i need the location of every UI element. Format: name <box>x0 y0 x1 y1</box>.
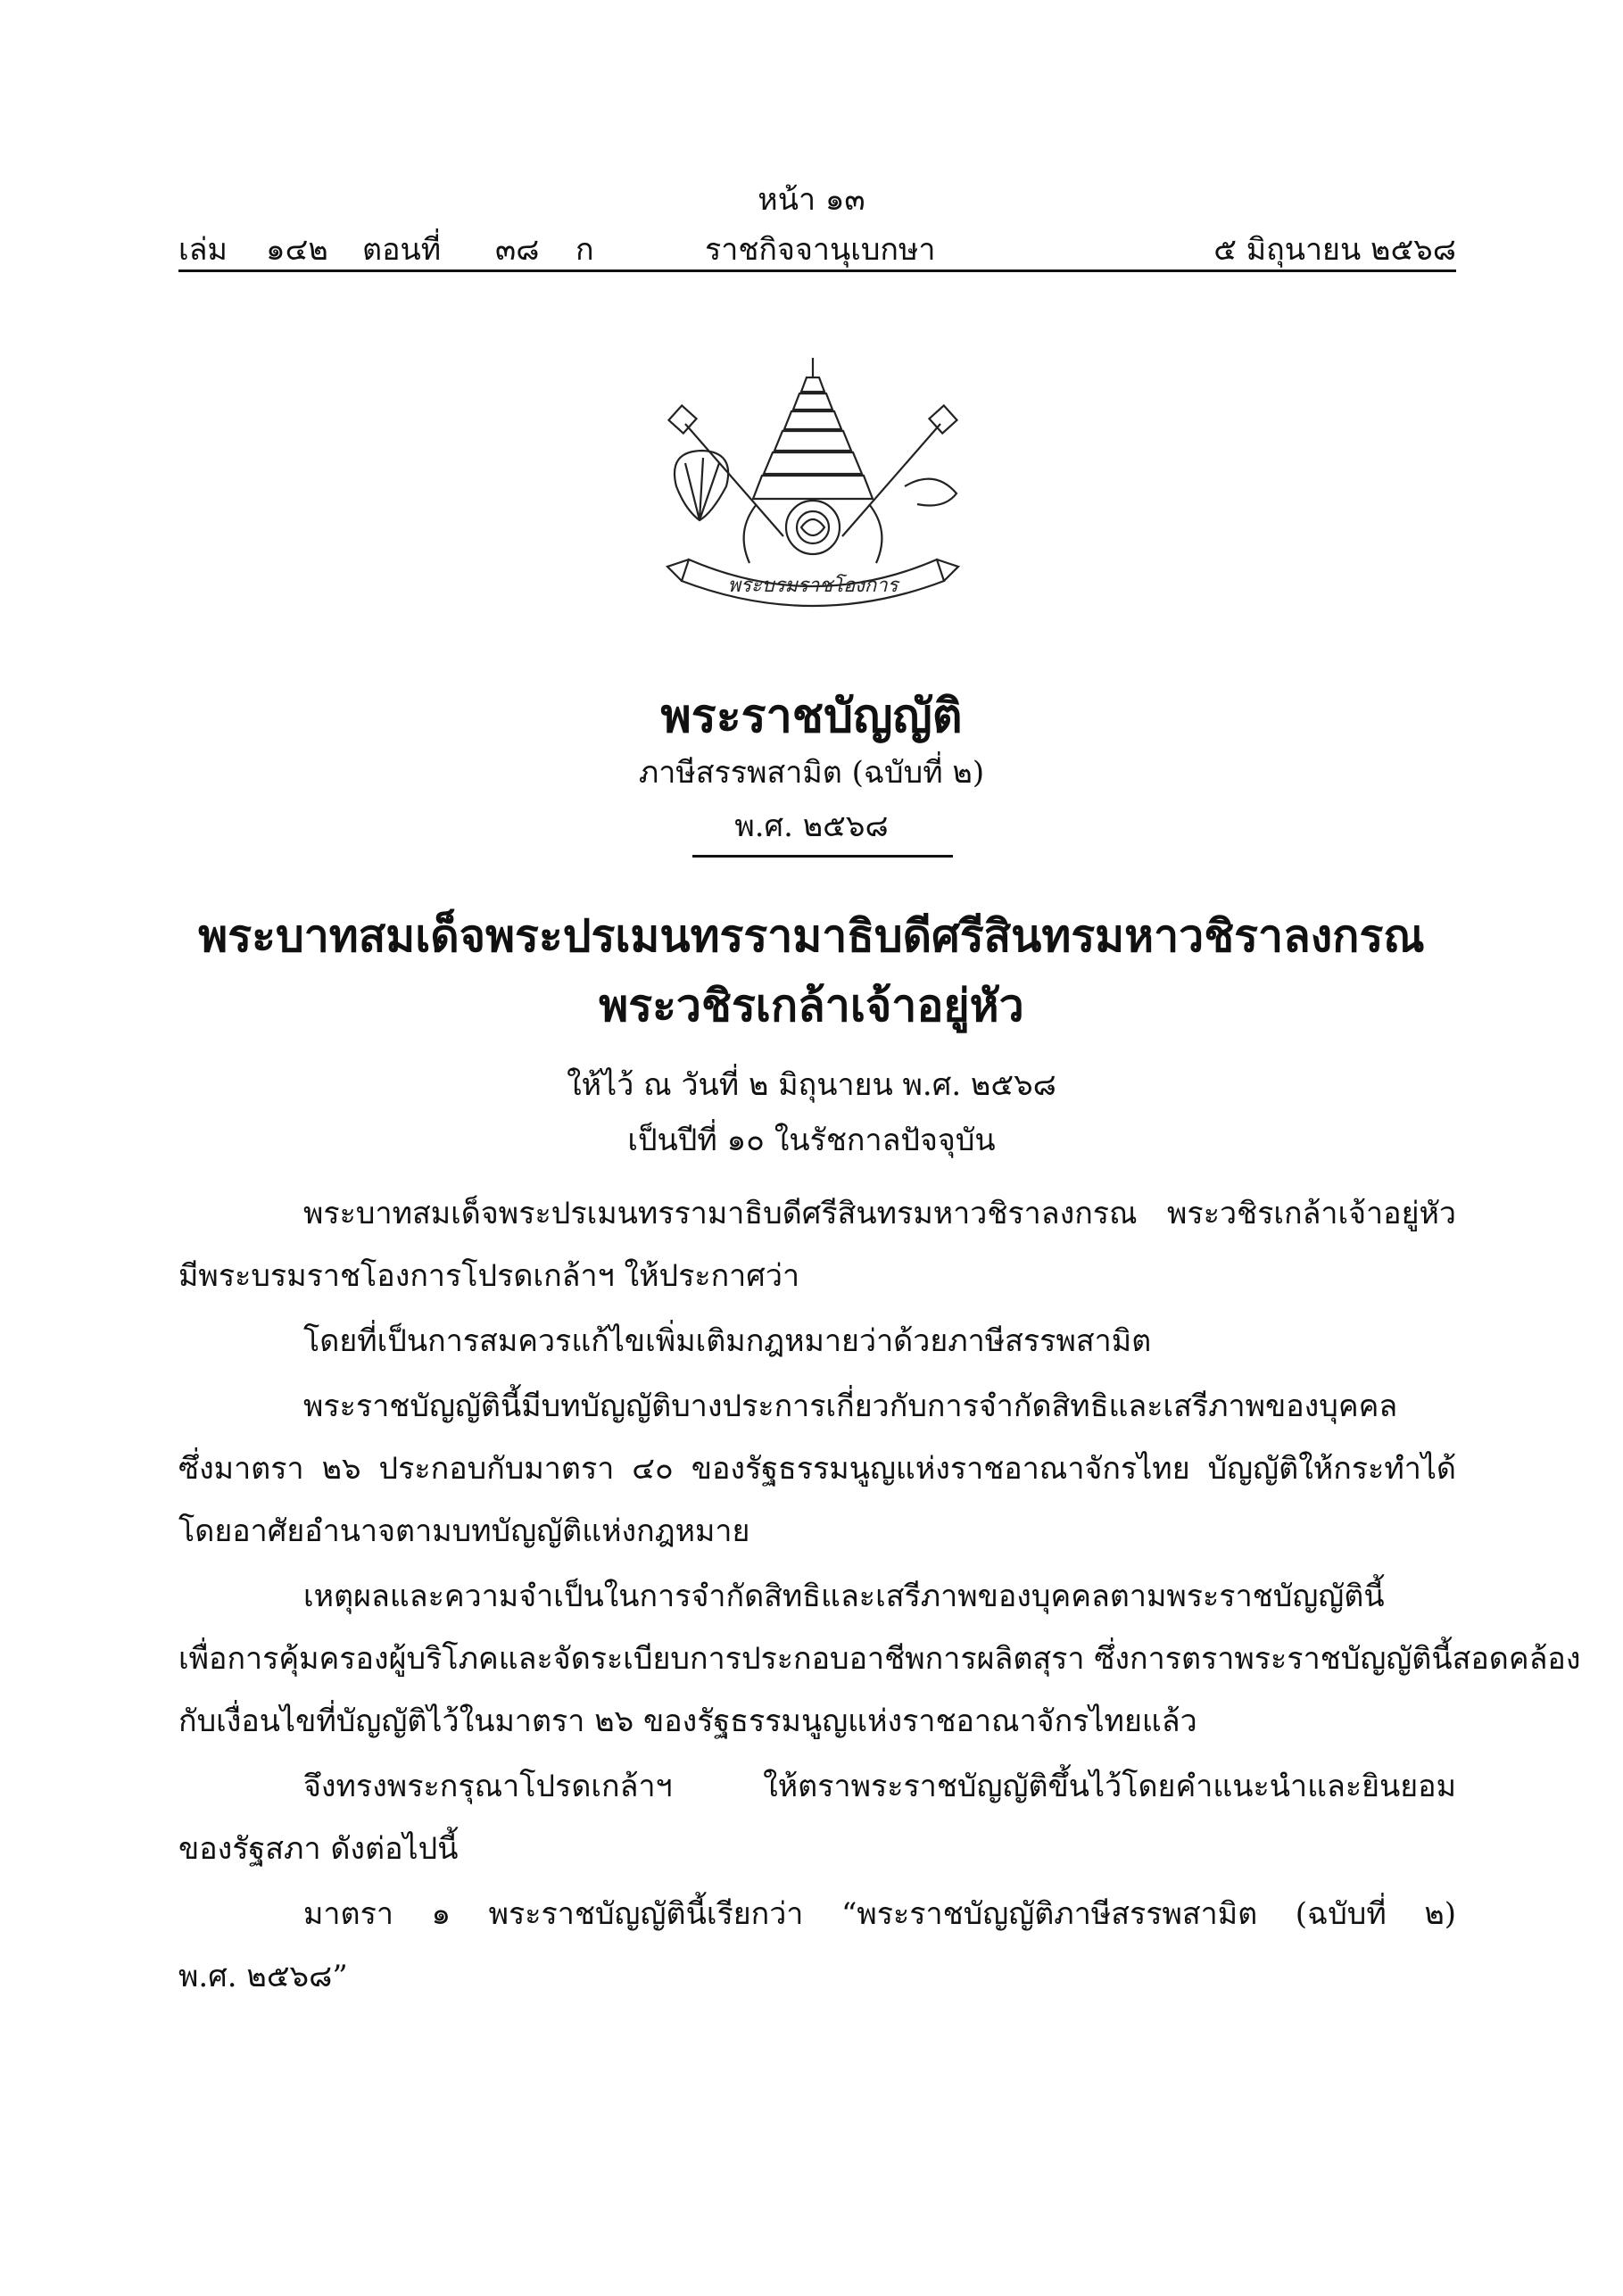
issue-label: ตอนที่ <box>362 232 442 268</box>
paragraph-line: จึงทรงพระกรุณาโปรดเกล้าฯ ให้ตราพระราชบัญญัติขึ้นไว้โดยคำแนะนำและยินยอม <box>303 1769 1456 1804</box>
act-name: ภาษีสรรพสามิต (ฉบับที่ ๒) <box>638 755 985 791</box>
paragraph-line: กับเงื่อนไขที่บัญญัติไว้ในมาตรา ๒๖ ของรัฐธรรมนูญแห่งราชอาณาจักรไทยแล้ว <box>178 1703 1197 1739</box>
header-divider <box>178 269 1456 272</box>
king-name-line-2: พระวชิรเกล้าเจ้าอยู่หัว <box>599 979 1024 1032</box>
king-name-line-1: พระบาทสมเด็จพระปรเมนทรรามาธิบดีศรีสินทรมหาวชิราลงกรณ <box>198 909 1425 962</box>
svg-text:พระบรมราชโองการ: พระบรมราชโองการ <box>727 575 898 597</box>
section-1-line: พ.ศ. ๒๕๖๘” <box>178 1959 348 1994</box>
gazette-header <box>178 225 1456 266</box>
paragraph-line: พระราชบัญญัตินี้มีบทบัญญัติบางประการเกี่ยวกับการจำกัดสิทธิและเสรีภาพของบุคคล <box>303 1388 1398 1424</box>
paragraph-line: ซึ่งมาตรา ๒๖ ประกอบกับมาตรา ๔๐ ของรัฐธรรมนูญแห่งราชอาณาจักรไทย บัญญัติให้กระทำได้ <box>178 1451 1456 1487</box>
reign-year: เป็นปีที่ ๑๐ ในรัชกาลปัจจุบัน <box>627 1123 996 1158</box>
section-1-line: มาตรา ๑ พระราชบัญญัตินี้เรียกว่า “พระราชบัญญัติภาษีสรรพสามิต (ฉบับที่ ๒) <box>303 1896 1456 1932</box>
section-letter: ก <box>576 232 594 268</box>
paragraph-line: พระบาทสมเด็จพระปรเมนทรรามาธิบดีศรีสินทรมหาวชิราลงกรณ พระวชิรเกล้าเจ้าอยู่หัว <box>303 1196 1456 1231</box>
royal-seal-icon <box>650 352 976 611</box>
act-year: พ.ศ. ๒๕๖๘ <box>734 808 889 844</box>
paragraph-line: มีพระบรมราชโองการโปรดเกล้าฯ ให้ประกาศว่า <box>178 1258 800 1294</box>
volume-label: เล่ม <box>178 232 228 268</box>
paragraph-line: โดยที่เป็นการสมควรแก้ไขเพิ่มเติมกฎหมายว่าด้วยภาษีสรรพสามิต <box>303 1323 1152 1359</box>
gazette-name: ราชกิจจานุเบกษา <box>705 232 936 268</box>
paragraph-line: ของรัฐสภา ดังต่อไปนี้ <box>178 1831 459 1867</box>
page-number: หน้า ๑๓ <box>758 182 865 218</box>
given-date: ให้ไว้ ณ วันที่ ๒ มิถุนายน พ.ศ. ๒๕๖๘ <box>567 1067 1056 1103</box>
paragraph-line: เหตุผลและความจำเป็นในการจำกัดสิทธิและเสรีภาพของบุคคลตามพระราชบัญญัตินี้ <box>303 1579 1385 1614</box>
volume-number: ๑๔๒ <box>266 232 328 268</box>
publication-date: ๕ มิถุนายน ๒๕๖๘ <box>1213 232 1456 268</box>
paragraph-line: เพื่อการคุ้มครองผู้บริโภคและจัดระเบียบการประกอบอาชีพการผลิตสุรา ซึ่งการตราพระราชบัญญัตินี้สอดคล้อง <box>178 1641 1581 1677</box>
paragraph-line: โดยอาศัยอำนาจตามบทบัญญัติแห่งกฎหมาย <box>178 1513 750 1549</box>
title-divider <box>692 855 953 858</box>
issue-number: ๓๘ <box>495 232 540 268</box>
act-heading: พระราชบัญญัติ <box>660 689 963 743</box>
